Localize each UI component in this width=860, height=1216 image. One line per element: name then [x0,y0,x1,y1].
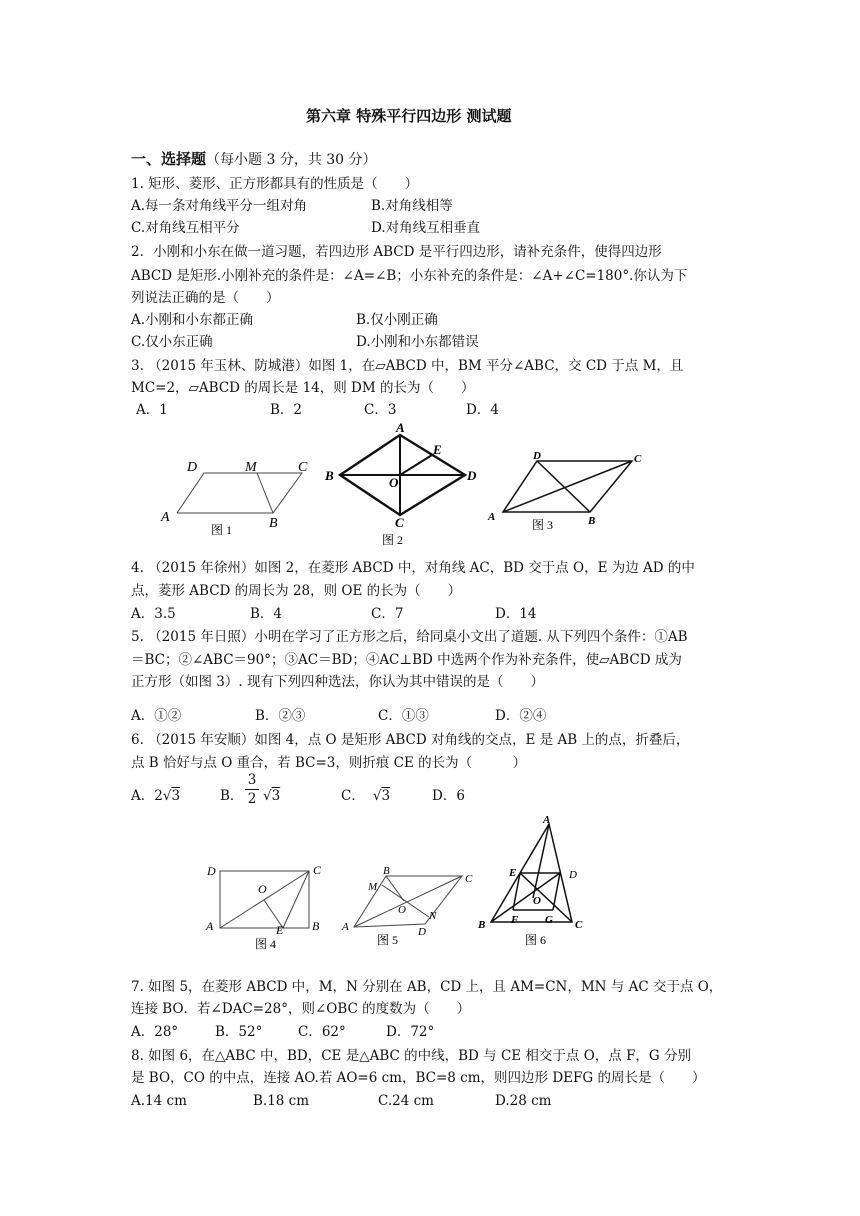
fig3-label-b: B [588,515,596,527]
q2-option-a: A.小刚和小东都正确 [131,312,254,328]
fig2-label-e: E [433,442,442,457]
q5-option-b: B．②③ [255,708,306,724]
fig5-caption: 图 5 [377,933,399,947]
q5-line-1: 5. （2015 年日照）小明在学习了正方形之后，给同桌小文出了道题. 从下列四个条件：①AB [131,629,688,645]
q5-line-2: ＝BC；②∠ABC＝90°；③AC＝BD；④AC⊥BD 中选两个作为补充条件，使▱ABCD 成为 [131,652,682,668]
fig1-caption: 图 1 [211,523,233,537]
q7-option-a: A．28° [131,1024,179,1040]
q4-line-1: 4. （2015 年徐州）如图 2，在菱形 ABCD 中，对角线 AC，BD 交于点 O，E 为边 AD 的中 [131,560,695,576]
fig5-label-c: C [465,873,473,885]
fig5-label-m: M [368,881,378,893]
q4-option-c: C．7 [371,606,404,622]
q2-option-b: B.仅小刚正确 [356,312,438,328]
figure-4 [200,858,330,953]
fig6-label-g: G [545,914,553,926]
q6-option-c [341,787,390,805]
fig5-label-b: B [383,865,390,877]
fig2-label-o: O [389,475,399,490]
q2-line-3: 列说法正确的是（ ） [131,290,280,306]
fig4-label-o: O [258,882,267,896]
section-title: 一、选择题 [131,150,207,168]
fig1-label-d: D [187,460,198,475]
fig1-label-m: M [245,460,257,475]
q8-option-b: B.18 cm [253,1093,310,1109]
fig2-label-c: C [395,515,404,530]
fig3-caption: 图 3 [532,518,554,532]
fig6-label-d: D [569,869,577,881]
fig6-label-a: A [543,814,551,826]
q1-option-c: C.对角线互相平分 [131,220,240,236]
figure-1 [155,455,325,545]
q6-option-b-denominator: 2 [247,791,257,807]
q1-option-b: B.对角线相等 [371,198,453,214]
fig6-label-b: B [478,919,486,931]
fig6-label-f: F [511,914,519,926]
q6-option-c-radicand: 3 [381,788,391,804]
q6-option-b-radicand: 3 [271,788,281,804]
fig5-label-a: A [342,921,349,933]
q5-option-a: A．①② [131,708,182,724]
q4-line-2: 点，菱形 ABCD 的周长为 28，则 OE 的长为（ ） [131,583,462,599]
q6-option-d: D．6 [432,788,465,804]
q6-line-2: 点 B 恰好与点 O 重合，若 BC=3，则折痕 CE 的长为（ ） [131,755,527,771]
fig2-label-b: B [325,468,334,483]
fig5-label-n: N [429,910,437,922]
q8-option-d: D.28 cm [495,1093,552,1109]
q8-option-a: A.14 cm [131,1093,187,1109]
figure-3 [480,448,650,538]
fig3-label-d: D [533,450,541,462]
page-title: 第六章 特殊平行四边形 测试题 [306,107,512,125]
q1-stem: 1. 矩形、菱形、正方形都具有的性质是（ ） [131,176,419,192]
q2-option-c: C.仅小东正确 [131,334,213,350]
fig6-caption: 图 6 [525,933,547,947]
q8-line-2: 是 BO，CO 的中点，连接 AO.若 AO=6 cm，BC=8 cm，则四边形 DEFG 的周长是（ ） [131,1070,706,1086]
figure-2 [320,420,480,550]
fig5-label-d: D [418,926,426,938]
fig6-label-o: O [533,895,541,907]
q8-line-1: 8. 如图 6，在△ABC 中，BD，CE 是△ABC 的中线，BD 与 CE 相交于点 O，点 F，G 分别 [131,1048,692,1064]
fig2-label-d: D [467,468,477,483]
fig1-label-c: C [298,460,308,475]
sqrt-sign-icon: √ [263,788,272,804]
fig1-label-a: A [161,510,170,525]
q2-option-d: D.小刚和小东都错误 [356,334,479,350]
q6-option-b-fraction [245,772,259,807]
q7-line-2: 连接 BO．若∠DAC=28°，则∠OBC 的度数为（ ） [131,1001,471,1017]
q5-line-3: 正方形（如图 3）. 现有下列四种选法，你认为其中错误的是（ ） [131,674,544,690]
fig4-label-a: A [206,919,214,933]
sqrt-sign-icon: √ [162,788,172,804]
sqrt-sign-icon: √ [372,788,382,804]
q2-line-2: ABCD 是矩形.小刚补充的条件是：∠A=∠B；小东补充的条件是：∠A+∠C=180°.你认为下 [131,268,688,284]
fig4-label-d: D [207,864,216,878]
q4-option-d: D．14 [495,606,537,622]
fig2-label-a: A [396,420,405,435]
q6-option-b-prefix: B． [220,788,244,804]
fig4-label-b: B [312,919,320,933]
q1-option-d: D.对角线互相垂直 [371,220,481,236]
fig5-label-o: O [398,904,406,916]
q6-line-1: 6. （2015 年安顺）如图 4，点 O 是矩形 ABCD 对角线的交点，E 是 AB 上的点，折叠后， [131,732,690,748]
q5-option-d: D．②④ [495,708,547,724]
figure-5 [340,862,480,952]
q7-line-1: 7. 如图 5，在菱形 ABCD 中，M，N 分别在 AB，CD 上，且 AM=CN，MN 与 AC 交于点 O， [131,979,723,995]
q4-option-a: A．3.5 [131,606,176,622]
q5-option-c: C．①③ [378,708,429,724]
q7-option-b: B．52° [215,1024,263,1040]
fig6-label-e: E [509,867,517,879]
section-heading [131,150,377,169]
q6-option-a-prefix: A．2 [131,788,163,804]
q3-option-b: B．2 [270,402,303,418]
q6-option-a-radicand: 3 [171,788,181,804]
q3-option-a: A．1 [136,402,168,418]
q7-option-c: C．62° [298,1024,346,1040]
q3-line-2: MC=2，▱ABCD 的周长是 14，则 DM 的长为（ ） [131,380,475,396]
fig3-label-c: C [634,453,642,465]
q6-option-b-root [263,787,280,805]
q7-option-d: D．72° [386,1024,435,1040]
figure-6 [475,812,605,952]
fig1-label-b: B [269,516,278,531]
fig6-label-c: C [575,919,583,931]
fig4-label-e: E [276,923,284,937]
q6-option-a [131,787,180,805]
fig4-caption: 图 4 [255,937,277,951]
fig2-caption: 图 2 [382,533,404,547]
q6-option-c-prefix: C． [341,788,365,804]
q3-option-d: D．4 [466,402,499,418]
fig3-label-a: A [488,511,496,523]
q8-option-c: C.24 cm [378,1093,434,1109]
q1-option-a: A.每一条对角线平分一组对角 [131,198,308,214]
q2-line-1: 2．小刚和小东在做一道习题，若四边形 ABCD 是平行四边形，请补充条件，使得四边形 [131,244,662,260]
q4-option-b: B．4 [250,606,283,622]
section-note: （每小题 3 分，共 30 分） [206,152,377,168]
q6-option-b-numerator: 3 [247,772,257,788]
q3-option-c: C．3 [364,402,397,418]
fig4-label-c: C [313,863,322,877]
q3-line-1: 3. （2015 年玉林、防城港）如图 1，在▱ABCD 中，BM 平分∠ABC，交 CD 于点 M，且 [131,358,684,374]
